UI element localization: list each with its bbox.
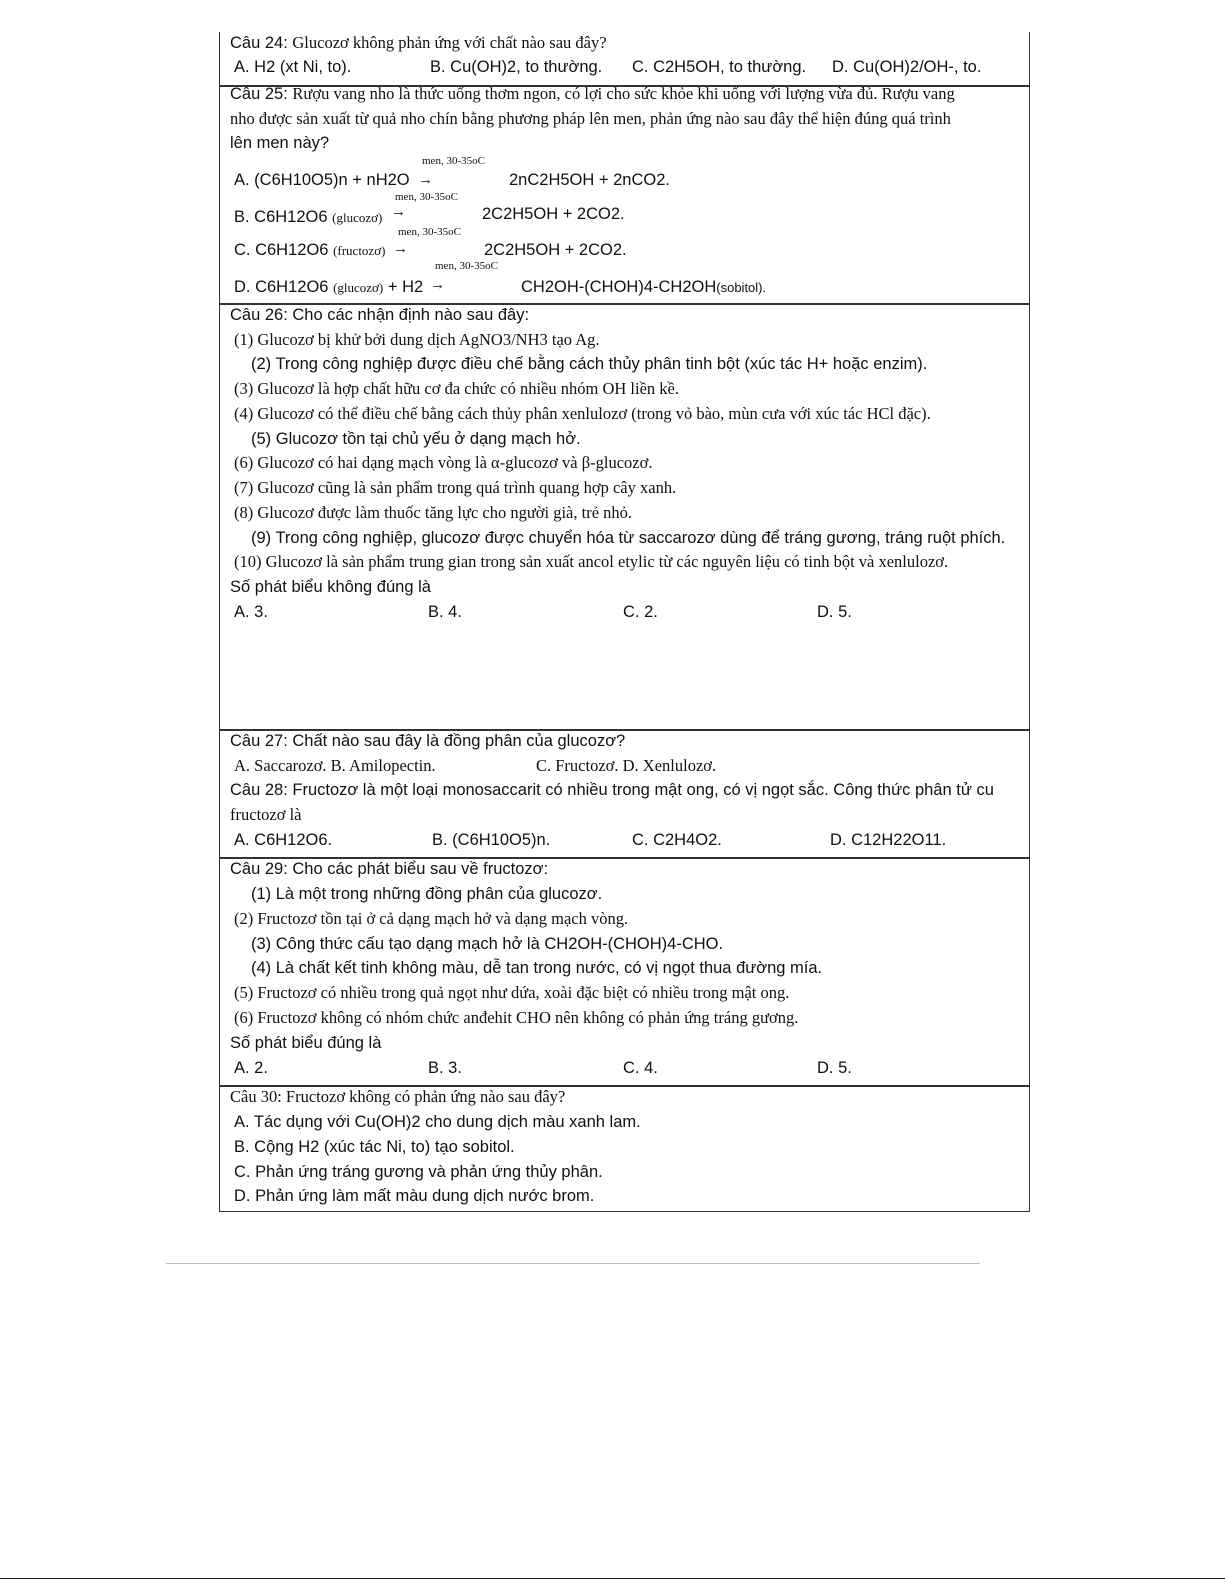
q28-option-d: D. C12H22O11. (830, 831, 947, 849)
q26-item-3: (3) Glucozơ là hợp chất hữu cơ đa chức có nhiều nhóm OH liền kề. (234, 379, 679, 398)
q25-option-d-reactants: D. C6H12O6 (glucozơ) + H2 (234, 278, 424, 296)
q26-item-10: (10) Glucozơ là sản phẩm trung gian trong sản xuất ancol etylic từ các nguyên liệu có tinh bột và xenlulozơ. (234, 552, 949, 571)
q25-option-d-products: CH2OH-(CHOH)4-CH2OH(sobitol). (521, 278, 767, 296)
q26-item-7: (7) Glucozơ cũng là sản phẩm trong quá trình quang hợp cây xanh. (234, 478, 677, 497)
q25-a-condition: men, 30-35oC (422, 155, 485, 167)
q25-option-b-reactants: B. C6H12O6 (glucozơ) (234, 208, 383, 226)
q24-option-a: A. H2 (xt Ni, to). (234, 58, 352, 76)
q26-item-4: (4) Glucozơ có thể điều chế bằng cách thủy phân xenlulozơ (trong vỏ bào, mùn cưa với xúc tác HCl đặc). (234, 404, 931, 423)
q25-a-arrow: → (418, 171, 433, 188)
q28-option-b: B. (C6H10O5)n. (432, 831, 551, 849)
q24-stem: Câu 24: Glucozơ không phản ứng với chất nào sau đây? (230, 33, 607, 52)
q29-ask: Số phát biểu đúng là (230, 1034, 382, 1052)
q28-stem-line-1: Câu 28: Fructozơ là một loại monosaccarit có nhiều trong mật ong, có vị ngọt sắc. Công thức phân tử cu (230, 781, 994, 799)
q26-item-6: (6) Glucozơ có hai dạng mạch vòng là α-glucozơ và β-glucozơ. (234, 453, 653, 472)
q27-stem: Câu 27: Chất nào sau đây là đồng phân của glucozơ? (230, 732, 626, 750)
q26-option-c: C. 2. (623, 603, 658, 621)
q29-option-d: D. 5. (817, 1059, 852, 1077)
q26-ask: Số phát biểu không đúng là (230, 578, 431, 596)
q30-stem: Câu 30: Fructozơ không có phản ứng nào sau đây? (230, 1087, 566, 1106)
q28-stem-line-2: fructozơ là (230, 805, 302, 824)
q25-stem-line-2: nho được sản xuất từ quả nho chín bằng phương pháp lên men, phản ứng nào sau đây thể hiện đúng quá trình (230, 109, 951, 128)
q30-option-b: B. Cộng H2 (xúc tác Ni, to) tạo sobitol. (234, 1138, 515, 1156)
q25-d-condition: men, 30-35oC (435, 260, 498, 272)
q26-item-2: (2) Trong công nghiệp được điều chế bằng cách thủy phân tinh bột (xúc tác H+ hoặc enzim). (251, 355, 928, 373)
q26-option-b: B. 4. (428, 603, 462, 621)
q25-option-c-products: 2C2H5OH + 2CO2. (484, 241, 627, 259)
q26-item-5: (5) Glucozơ tồn tại chủ yếu ở dạng mạch hở. (251, 430, 581, 448)
q24-option-d: D. Cu(OH)2/OH-, to. (832, 58, 982, 76)
q25-stem-line-3: lên men này? (230, 134, 330, 152)
q24-option-b: B. Cu(OH)2, to thường. (430, 58, 603, 76)
q26-item-8: (8) Glucozơ được làm thuốc tăng lực cho người già, trẻ nhỏ. (234, 503, 633, 522)
page-bottom-border (0, 1578, 1225, 1579)
q24-option-c: C. C2H5OH, to thường. (632, 58, 807, 76)
q29-stem: Câu 29: Cho các phát biểu sau về fructozơ: (230, 860, 549, 878)
q29-item-3: (3) Công thức cấu tạo dạng mạch hở là CH2OH-(CHOH)4-CHO. (251, 935, 724, 953)
q25-d-arrow: → (430, 276, 445, 293)
q27-options-a-b: A. Saccarozơ. B. Amilopectin. (234, 756, 436, 775)
q25-option-a-reactants: A. (C6H10O5)n + nH2O (234, 171, 410, 189)
q28-option-a: A. C6H12O6. (234, 831, 333, 849)
q29-option-b: B. 3. (428, 1059, 462, 1077)
q30-option-c: C. Phản ứng tráng gương và phản ứng thủy phân. (234, 1163, 603, 1181)
q27-options-c-d: C. Fructozơ. D. Xenlulozơ. (536, 756, 717, 775)
q29-item-4: (4) Là chất kết tinh không màu, dễ tan trong nước, có vị ngọt thua đường mía. (251, 959, 823, 977)
q29-option-a: A. 2. (234, 1059, 268, 1077)
q25-b-condition: men, 30-35oC (395, 191, 458, 203)
q29-item-2: (2) Fructozơ tồn tại ở cả dạng mạch hở và dạng mạch vòng. (234, 909, 629, 928)
q30-option-d: D. Phản ứng làm mất màu dung dịch nước brom. (234, 1187, 595, 1205)
q29-item-6: (6) Fructozơ không có nhóm chức anđehit CHO nên không có phản ứng tráng gương. (234, 1008, 799, 1027)
page-separator (166, 1263, 980, 1264)
q26-option-d: D. 5. (817, 603, 852, 621)
q28-option-c: C. C2H4O2. (632, 831, 722, 849)
q25-stem-line-1: Câu 25: Rượu vang nho là thức uống thơm ngon, có lợi cho sức khỏe khi uống với lượng vừa đủ. Rượu vang (230, 84, 955, 103)
q29-option-c: C. 4. (623, 1059, 658, 1077)
q25-option-a-products: 2nC2H5OH + 2nCO2. (509, 171, 670, 189)
q26-stem: Câu 26: Cho các nhận định nào sau đây: (230, 306, 530, 324)
q30-option-a: A. Tác dụng với Cu(OH)2 cho dung dịch màu xanh lam. (234, 1113, 641, 1131)
q26-item-9: (9) Trong công nghiệp, glucozơ được chuyển hóa từ saccarozơ dùng để tráng gương, tráng ruột phích. (251, 529, 1006, 547)
q25-option-b-products: 2C2H5OH + 2CO2. (482, 205, 625, 223)
q26-option-a: A. 3. (234, 603, 268, 621)
q29-item-5: (5) Fructozơ có nhiều trong quả ngọt như dứa, xoài đặc biệt có nhiều trong mật ong. (234, 983, 790, 1002)
q25-option-c-reactants: C. C6H12O6 (fructozơ) (234, 241, 386, 259)
q25-c-condition: men, 30-35oC (398, 226, 461, 238)
q29-item-1: (1) Là một trong những đồng phân của glucozơ. (251, 885, 603, 903)
q25-c-arrow: → (393, 240, 408, 257)
q25-b-arrow: → (391, 203, 406, 220)
q26-item-1: (1) Glucozơ bị khử bởi dung dịch AgNO3/NH3 tạo Ag. (234, 330, 600, 349)
